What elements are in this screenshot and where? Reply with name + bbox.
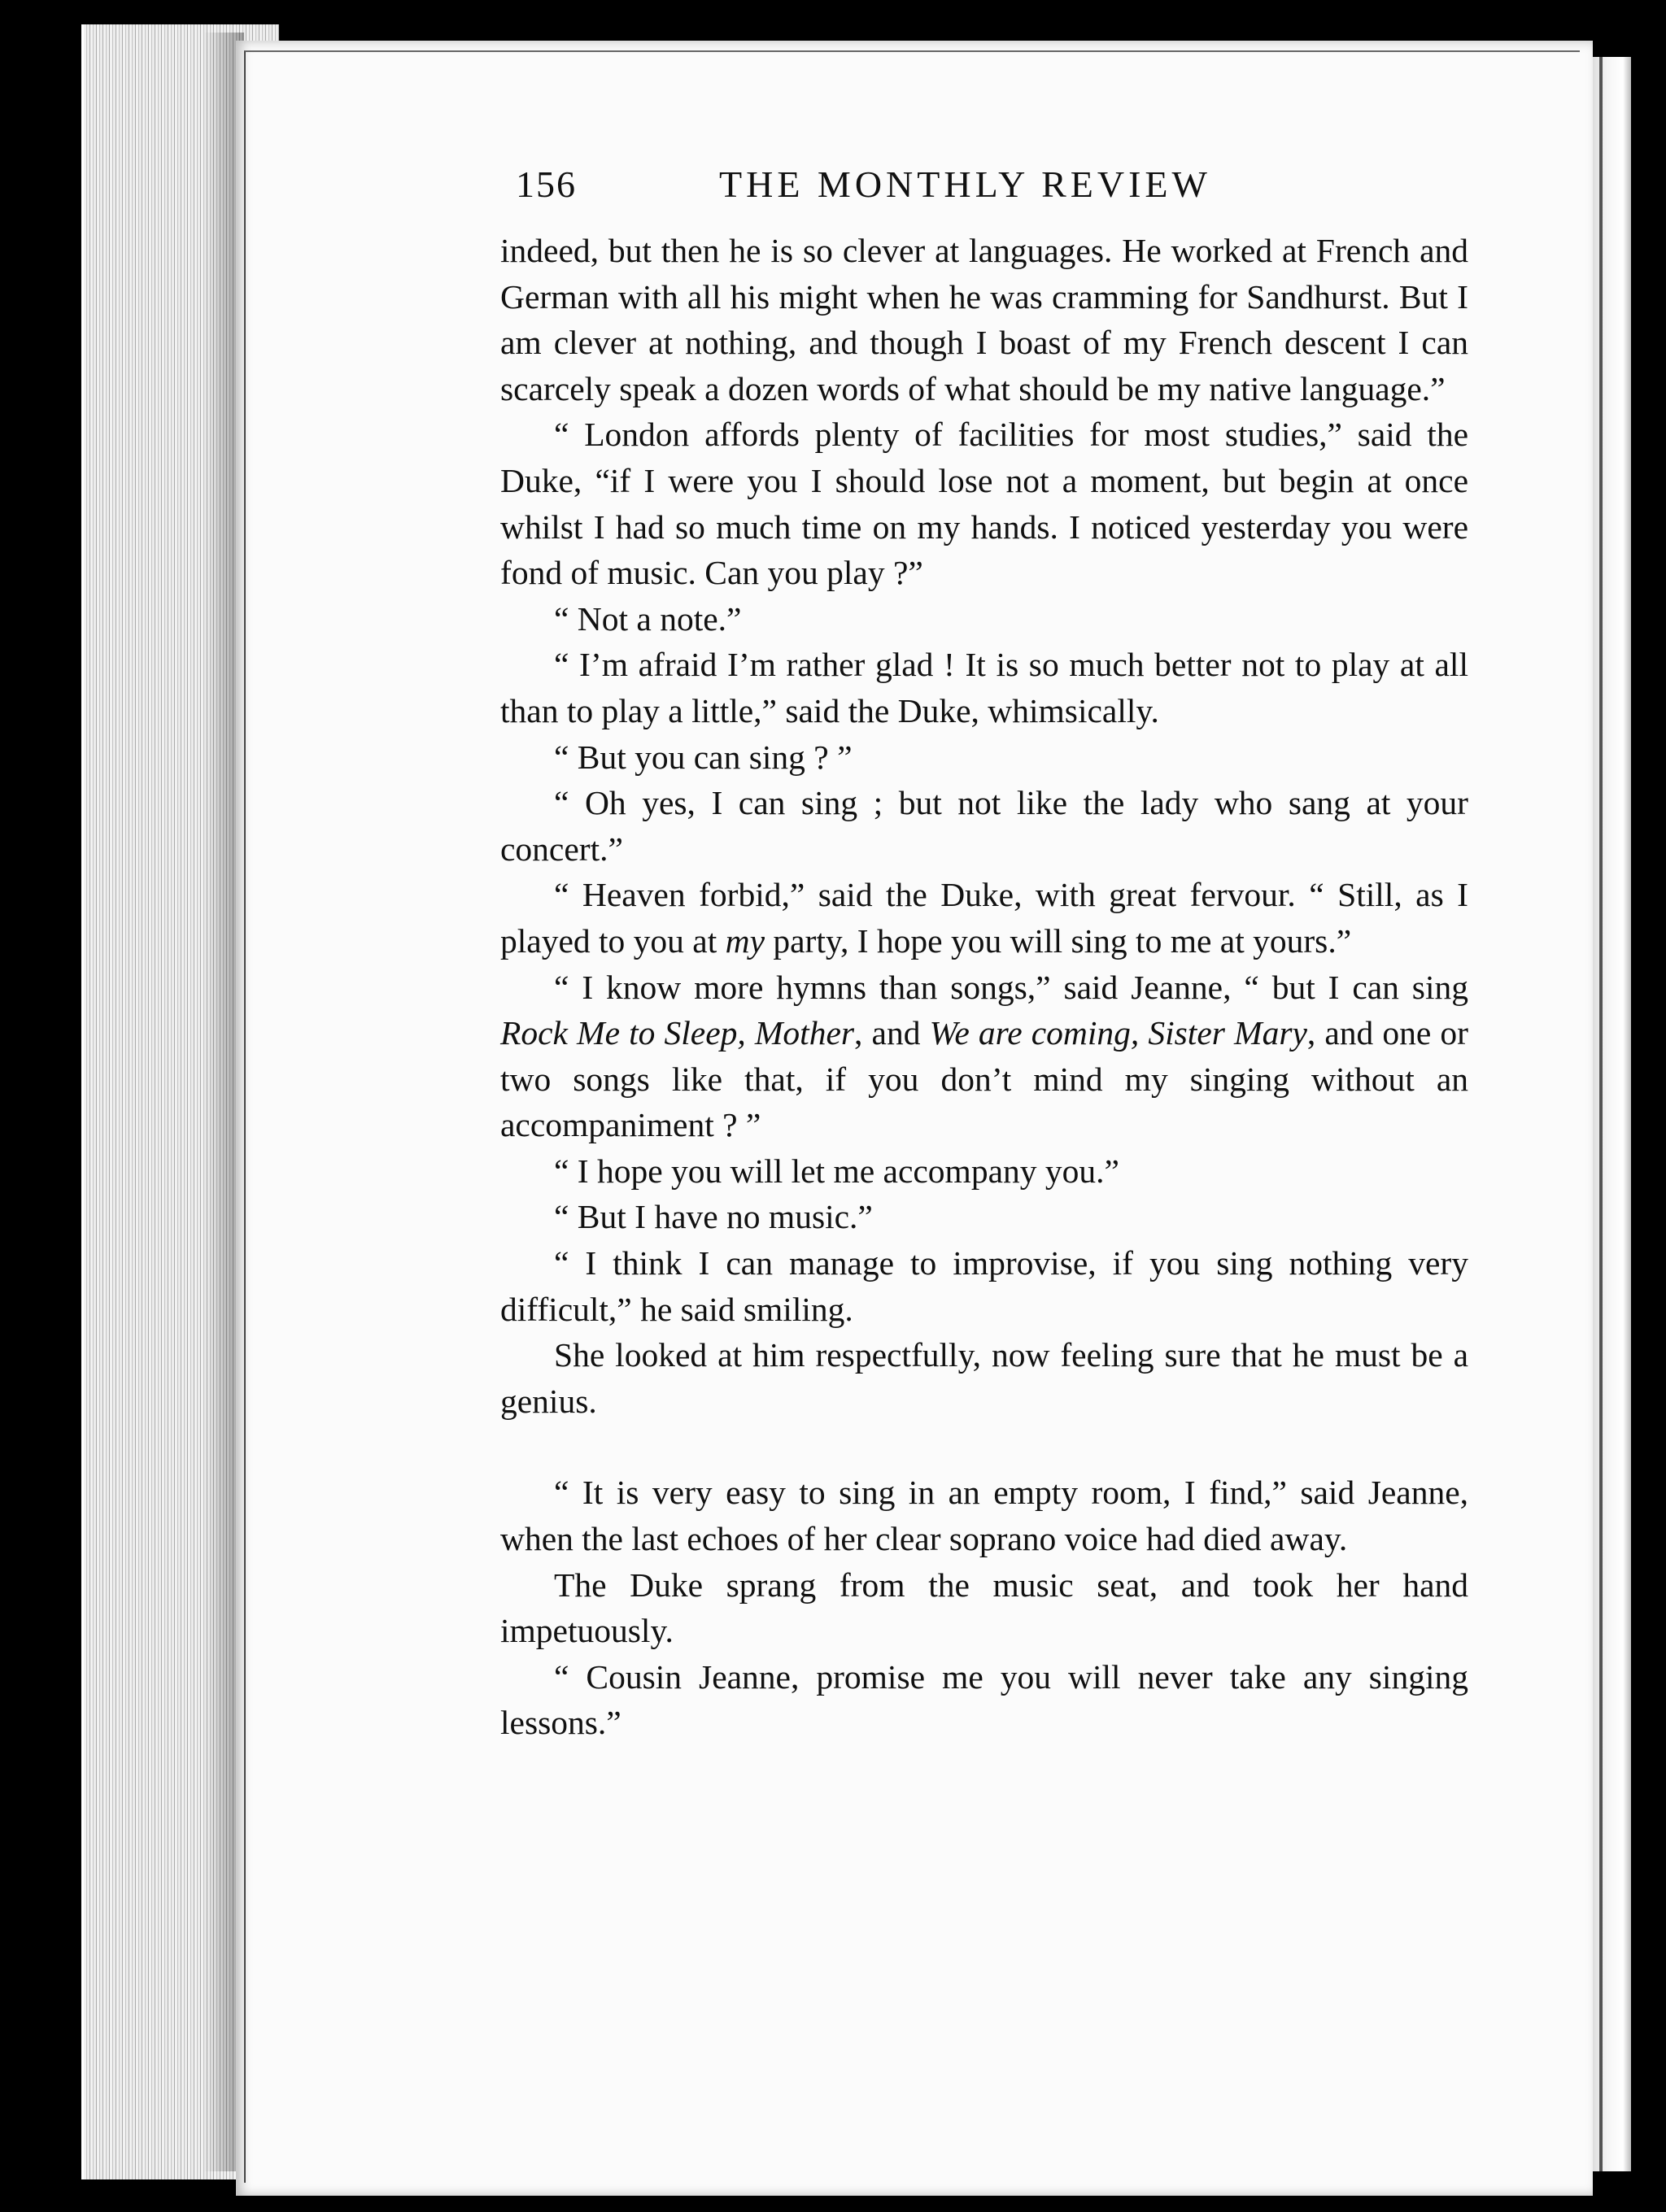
italic-text: Rock Me to Sleep, Mother <box>500 1014 855 1052</box>
paragraph: “ I hope you will let me accompany you.” <box>554 1152 1119 1190</box>
paragraph: “ Not a note.” <box>554 599 742 638</box>
paragraph: She looked at him respectfully, now feeling sure that he must be a genius. <box>500 1336 1468 1420</box>
paragraph: “ It is very easy to sing in an empty room, I find,” said Jeanne, when the last echoes of her clear soprano voice had died away. <box>500 1474 1468 1558</box>
paragraph: indeed, but then he is so clever at languages. He worked at French and German with all his might when he was cramming for Sandhurst. But I am clever at nothing, and though I boast of my French descent I can scarcely speak a dozen words of what should be my native language.” <box>500 232 1468 407</box>
body-text <box>500 228 1468 1746</box>
paragraph <box>500 872 1468 964</box>
paragraph: The Duke sprang from the music seat, and took her hand impetuously. <box>500 1565 1468 1650</box>
text-run: “ Heaven forbid,” said the Duke, with great fervour. “ Still, as I played to you at <box>500 876 1468 960</box>
paragraph: “ I think I can manage to improvise, if you sing nothing very difficult,” he said smiling. <box>500 1244 1468 1328</box>
italic-text: my <box>725 921 765 960</box>
text-run: , and <box>854 1014 930 1052</box>
italic-text: We are coming, Sister Mary <box>929 1014 1307 1052</box>
right-page-line <box>1599 57 1603 2171</box>
paragraph: “ But I have no music.” <box>554 1198 873 1236</box>
paragraph: “ Cousin Jeanne, promise me you will never take any singing lessons.” <box>500 1657 1468 1742</box>
paragraph: “ London affords plenty of facilities for most studies,” said the Duke, “if I were you I should lose not a moment, but begin at once whilst I had so much time on my hands. I noticed yesterday you were fond of music. Can you play ?” <box>500 416 1468 592</box>
next-page-edge <box>1590 57 1631 2171</box>
paragraph: “ But you can sing ? ” <box>554 738 853 776</box>
text-run: , and one or two songs like that, if you don’t mind my singing without an accompaniment ? ” <box>500 1014 1469 1144</box>
text-run: party, I hope you will sing to me at yours.” <box>765 921 1352 960</box>
journal-title: THE MONTHLY REVIEW <box>719 163 1211 205</box>
text-run: “ I know more hymns than songs,” said Jeanne, “ but I can sing <box>554 968 1468 1006</box>
running-head <box>516 163 1427 220</box>
paragraph: “ Oh yes, I can sing ; but not like the lady who sang at your concert.” <box>500 784 1468 868</box>
paragraph: “ I’m afraid I’m rather glad ! It is so much better not to play at all than to play a little,” said the Duke, whimsically. <box>500 646 1468 729</box>
page-number: 156 <box>516 163 577 205</box>
paragraph <box>500 964 1468 1148</box>
